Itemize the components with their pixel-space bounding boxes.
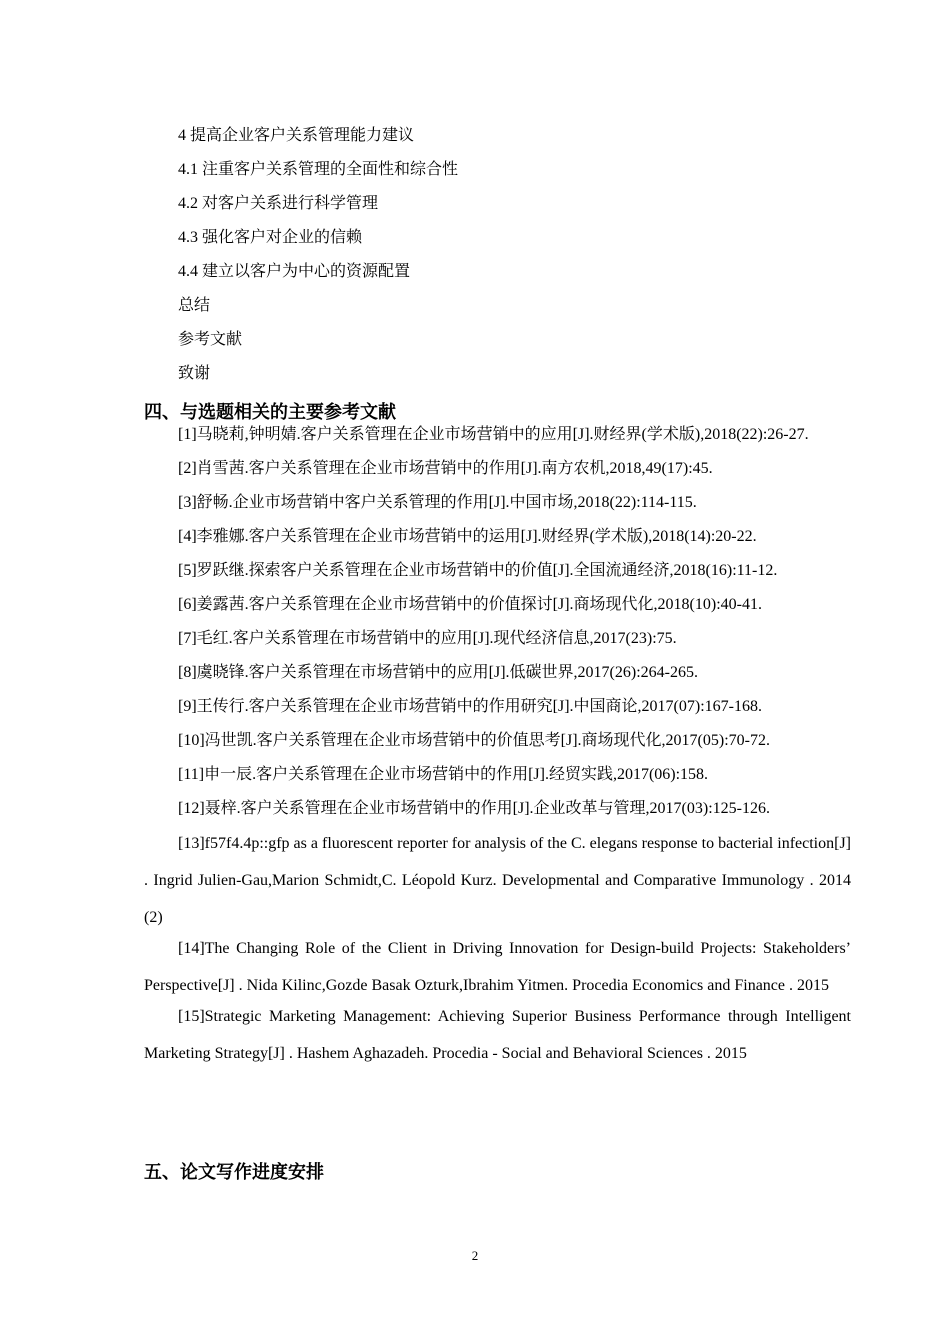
reference-item: [13]f57f4.4p::gfp as a fluorescent reporter for analysis of the C. elegans response to bacterial infection[J] . Ingrid Julien-Gau,Marion Schmidt,C. Léopold Kurz. Developmental and Comparative Immunology . 2014 (2): [144, 835, 851, 926]
reference-item: [14]The Changing Role of the Client in Driving Innovation for Design-build Projects: Stakeholders’ Perspective[J] . Nida Kilinc,Gozde Basak Ozturk,Ibrahim Yitmen. Procedia Economics and Finance . 2015: [144, 940, 851, 994]
reference-item: [3]舒畅.企业市场营销中客户关系管理的作用[J].中国市场,2018(22):114-115.: [178, 494, 697, 511]
page-number: 2: [471, 1248, 479, 1263]
reference-item: [12]聂梓.客户关系管理在企业市场营销中的作用[J].企业改革与管理,2017(03):125-126.: [178, 800, 770, 817]
reference-item: [11]申一辰.客户关系管理在企业市场营销中的作用[J].经贸实践,2017(06):158.: [178, 766, 709, 783]
outline-item: 4.4 建立以客户为中心的资源配置: [178, 263, 411, 280]
reference-item: [5]罗跃继.探索客户关系管理在企业市场营销中的价值[J].全国流通经济,2018(16):11-12.: [178, 562, 778, 579]
outline-item: 致谢: [178, 365, 211, 382]
outline-item: 4.2 对客户关系进行科学管理: [178, 195, 379, 212]
reference-item: [7]毛红.客户关系管理在市场营销中的应用[J].现代经济信息,2017(23):75.: [178, 630, 677, 647]
reference-item: [1]马晓莉,钟明婧.客户关系管理在企业市场营销中的应用[J].财经界(学术版),2018(22):26-27.: [178, 426, 809, 443]
reference-item: [2]肖雪茜.客户关系管理在企业市场营销中的作用[J].南方农机,2018,49(17):45.: [178, 460, 713, 477]
outline-item: 总结: [178, 297, 211, 314]
section-heading-schedule: 五、论文写作进度安排: [144, 1162, 324, 1183]
reference-item: [9]王传行.客户关系管理在企业市场营销中的作用研究[J].中国商论,2017(07):167-168.: [178, 698, 762, 715]
outline-item: 4 提高企业客户关系管理能力建议: [178, 127, 415, 144]
reference-item: [6]姜露茜.客户关系管理在企业市场营销中的价值探讨[J].商场现代化,2018(10):40-41.: [178, 596, 762, 613]
reference-item: [10]冯世凯.客户关系管理在企业市场营销中的价值思考[J].商场现代化,2017(05):70-72.: [178, 732, 770, 749]
outline-item: 4.1 注重客户关系管理的全面性和综合性: [178, 161, 459, 178]
reference-list: [144, 423, 851, 1069]
reference-item: [15]Strategic Marketing Management: Achieving Superior Business Performance through Intelligent Marketing Strategy[J] . Hashem Aghazadeh. Procedia - Social and Behavioral Sciences . 2015: [144, 1008, 851, 1062]
outline-item: 4.3 强化客户对企业的信赖: [178, 229, 363, 246]
thesis-outline: [178, 124, 458, 396]
section-heading-references: 四、与选题相关的主要参考文献: [144, 402, 396, 423]
outline-item: 参考文献: [178, 331, 243, 348]
reference-item: [8]虞晓锋.客户关系管理在市场营销中的应用[J].低碳世界,2017(26):264-265.: [178, 664, 698, 681]
reference-item: [4]李雅娜.客户关系管理在企业市场营销中的运用[J].财经界(学术版),2018(14):20-22.: [178, 528, 757, 545]
